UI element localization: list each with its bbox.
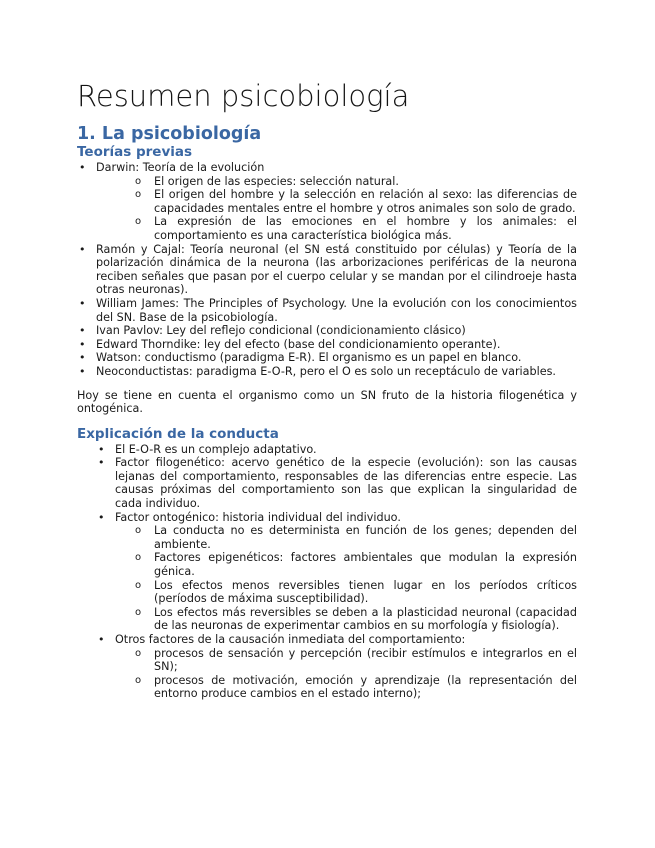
sub-list-item-text: procesos de sensación y percepción (recibir estímulos e integrarlos en el SN); bbox=[154, 646, 577, 674]
bullet-icon: • bbox=[79, 351, 86, 365]
list-item-text: Neoconductistas: paradigma E-O-R, pero el O es solo un receptáculo de variables. bbox=[96, 364, 556, 378]
sub-list-item bbox=[77, 215, 577, 242]
bullet-icon: • bbox=[98, 442, 105, 456]
sub-list-item bbox=[77, 674, 577, 701]
sub-list-item bbox=[77, 647, 577, 674]
list-item-text: Edward Thorndike: ley del efecto (base del condicionamiento operante). bbox=[96, 337, 501, 351]
list-item bbox=[77, 297, 577, 324]
bullet-icon: • bbox=[98, 510, 105, 524]
circle-bullet-icon: o bbox=[135, 606, 142, 618]
sub-list-item bbox=[77, 188, 577, 215]
list-item bbox=[77, 351, 577, 365]
explicacion-list bbox=[77, 443, 577, 701]
list-item bbox=[77, 365, 577, 379]
sub-list-item-text: Factores epigenéticos: factores ambientales que modulan la expresión génica. bbox=[154, 551, 577, 579]
sub-list-item-text: Los efectos más reversibles se deben a la plasticidad neuronal (capacidad de las neuronas de experimentar cambios en su morfología y fisiología). bbox=[154, 605, 577, 633]
bullet-icon: • bbox=[79, 161, 86, 174]
list-item bbox=[77, 338, 577, 352]
bullet-icon: • bbox=[79, 324, 86, 338]
list-item-text: William James: The Principles of Psychology. Une la evolución con los conocimientos del SN. Base de la psicobiología. bbox=[96, 296, 577, 324]
sub-list-item-text: procesos de motivación, emoción y aprendizaje (la representación del entorno produce cambios en el estado interno); bbox=[154, 673, 577, 701]
list-item-text: Factor filogenético: acervo genético de la especie (evolución): son las causas lejanas del comportamiento, responsables de las diferencias entre especie. Las causas próximas del comportamiento son las que explican la singularidad de cada individuo. bbox=[115, 456, 577, 511]
bullet-icon: • bbox=[79, 242, 86, 256]
sub-list-item bbox=[77, 606, 577, 633]
bullet-icon: • bbox=[79, 337, 86, 351]
sub-list bbox=[77, 524, 577, 633]
list-item bbox=[77, 161, 577, 175]
list-item-text: Otros factores de la causación inmediata del comportamiento: bbox=[115, 633, 466, 646]
list-item bbox=[77, 243, 577, 297]
list-item-text: Factor ontogénico: historia individual del individuo. bbox=[115, 510, 401, 524]
sub-list-item-text: El origen del hombre y la selección en relación al sexo: las diferencias de capacidades mentales entre el hombre y otros animales son solo de grado. bbox=[154, 188, 577, 215]
subsection-heading-explicacion: Explicación de la conducta bbox=[77, 425, 279, 442]
list-item-text: Watson: conductismo (paradigma E-R). El organismo es un papel en blanco. bbox=[96, 351, 522, 365]
document-title: Resumen psicobiología bbox=[77, 79, 410, 113]
list-item-text: Darwin: Teoría de la evolución bbox=[96, 161, 265, 174]
circle-bullet-icon: o bbox=[135, 674, 142, 686]
sub-list-item-text: Los efectos menos reversibles tienen lugar en los períodos críticos (períodos de máxima susceptibilidad). bbox=[154, 578, 577, 606]
sub-list-item-text: El origen de las especies: selección natural. bbox=[154, 174, 399, 188]
sub-list-item bbox=[77, 551, 577, 578]
list-item bbox=[77, 456, 577, 510]
bullet-icon: • bbox=[98, 633, 105, 646]
sub-list-item bbox=[77, 175, 577, 189]
bullet-icon: • bbox=[79, 364, 86, 378]
subsection-heading-teorias: Teorías previas bbox=[77, 144, 193, 160]
bullet-icon: • bbox=[79, 296, 86, 310]
list-item bbox=[77, 633, 577, 647]
circle-bullet-icon: o bbox=[135, 579, 142, 591]
circle-bullet-icon: o bbox=[135, 216, 142, 228]
list-item-text: Ivan Pavlov: Ley del reflejo condicional (condicionamiento clásico) bbox=[96, 324, 466, 338]
circle-bullet-icon: o bbox=[135, 175, 142, 187]
sub-list-item-text: La conducta no es determinista en función de los genes; dependen del ambiente. bbox=[154, 524, 577, 551]
sub-list-item-text: La expresión de las emociones en el hombre y los animales: el comportamiento es una característica biológica más. bbox=[154, 215, 577, 242]
list-item bbox=[77, 443, 577, 457]
circle-bullet-icon: o bbox=[135, 525, 142, 537]
document-content bbox=[77, 80, 577, 701]
sub-list bbox=[77, 647, 577, 701]
teorias-list bbox=[77, 161, 577, 379]
list-item bbox=[77, 511, 577, 525]
list-item-text: El E-O-R es un complejo adaptativo. bbox=[115, 442, 317, 456]
circle-bullet-icon: o bbox=[135, 189, 142, 201]
section-heading: 1. La psicobiología bbox=[77, 124, 262, 144]
list-item-text: Ramón y Cajal: Teoría neuronal (el SN está constituido por células) y Teoría de la polarización dinámica de la neurona (las arborizaciones periféricas de la neurona reciben señales que pasan por el cuerpo celular y se mandan por el cilindroeje hasta otras neuronas). bbox=[96, 242, 577, 297]
circle-bullet-icon: o bbox=[135, 552, 142, 564]
list-item bbox=[77, 324, 577, 338]
summary-paragraph: Hoy se tiene en cuenta el organismo como un SN fruto de la historia filogenética y ontogénica. bbox=[77, 388, 577, 416]
bullet-icon: • bbox=[98, 456, 105, 470]
circle-bullet-icon: o bbox=[135, 647, 142, 659]
sub-list-item bbox=[77, 579, 577, 606]
sub-list-item bbox=[77, 524, 577, 551]
sub-list bbox=[77, 175, 577, 243]
